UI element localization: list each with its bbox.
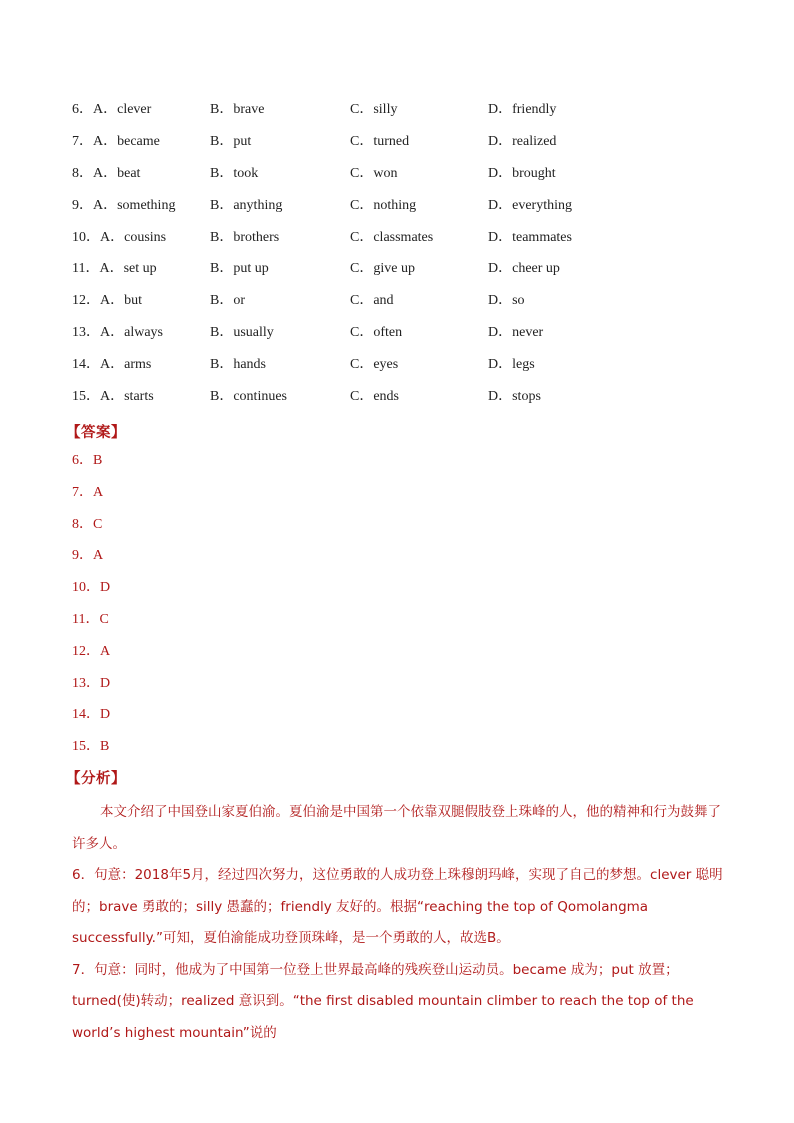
- question-number: 7．: [72, 133, 93, 149]
- option-c: C．won: [350, 165, 398, 181]
- option-d: D．stops: [488, 389, 541, 405]
- option-a: 15．A．starts: [72, 389, 154, 405]
- question-number: 13．: [72, 325, 100, 341]
- option-d: D．everything: [488, 197, 572, 213]
- option-b: B．brave: [210, 102, 265, 117]
- answer-item: 14．D: [72, 707, 111, 723]
- option-b: B．hands: [210, 357, 266, 373]
- option-a: 9．A．something: [72, 197, 176, 213]
- option-c: C．nothing: [350, 197, 417, 213]
- option-b: B．took: [210, 165, 259, 181]
- question-row: [72, 229, 732, 261]
- question-row: [72, 356, 732, 388]
- option-a: 7．A．became: [72, 133, 160, 149]
- option-d: D．never: [488, 325, 544, 341]
- question-row: [72, 260, 732, 292]
- question-row: [72, 165, 732, 197]
- option-d: D．friendly: [488, 102, 557, 117]
- option-b: B．or: [210, 293, 245, 309]
- question-number: 10．: [72, 229, 100, 245]
- answer-item: 13．D: [72, 675, 111, 691]
- option-d: D．realized: [488, 133, 557, 149]
- question-number: 6．: [72, 102, 93, 117]
- option-c: C．silly: [350, 102, 398, 117]
- answer-item: 15．B: [72, 739, 110, 755]
- answers-heading: 【答案】: [66, 425, 126, 441]
- option-b: B．put: [210, 133, 252, 149]
- option-b: B．put up: [210, 261, 269, 277]
- analysis-intro: 本文介绍了中国登山家夏伯渝。夏伯渝是中国第一个依靠双腿假肢登上珠峰的人，他的精神和行为鼓舞了许多人。: [72, 804, 721, 852]
- option-d: D．cheer up: [488, 261, 560, 277]
- answer-item: 10．D: [72, 580, 111, 596]
- option-b: B．brothers: [210, 229, 280, 245]
- option-c: C．and: [350, 293, 394, 309]
- option-c: C．often: [350, 325, 403, 341]
- option-a: 12．A．but: [72, 293, 142, 309]
- analysis-body: [72, 797, 724, 1049]
- question-row: [72, 197, 732, 229]
- option-c: C．give up: [350, 261, 415, 277]
- options-table: [72, 101, 732, 420]
- question-number: 14．: [72, 357, 100, 373]
- option-c: C．turned: [350, 133, 410, 149]
- question-row: [72, 388, 732, 420]
- option-d: D．legs: [488, 357, 535, 373]
- option-b: B．anything: [210, 197, 283, 213]
- answer-item: 12．A: [72, 643, 111, 659]
- option-a: 11．A．set up: [72, 261, 157, 277]
- question-row: [72, 292, 732, 324]
- question-number: 15．: [72, 389, 100, 405]
- option-b: B．usually: [210, 325, 274, 341]
- option-a: 10．A．cousins: [72, 229, 167, 245]
- option-b: B．continues: [210, 389, 287, 405]
- question-number: 11．: [72, 261, 100, 277]
- option-a: 8．A．beat: [72, 165, 141, 181]
- analysis-q6: 6．句意：2018年5月，经过四次努力，这位勇敢的人成功登上珠穆朗玛峰，实现了自己的梦想。clever 聪明的；brave 勇敢的；silly 愚蠢的；friendly 友好的。根据“reaching the top of Qomolangma successfully.”可知，夏伯渝能成功登顶珠峰，是一个勇敢的人，故选B。: [72, 867, 723, 946]
- question-number: 12．: [72, 293, 100, 309]
- answer-item: 8．C: [72, 516, 103, 532]
- option-c: C．ends: [350, 389, 399, 405]
- question-number: 8．: [72, 165, 93, 181]
- analysis-q7: 7．句意：同时，他成为了中国第一位登上世界最高峰的残疾登山运动员。became 成为；put 放置；turned(使)转动；realized 意识到。“the first disabled mountain climber to reach the top of the world’s highest mountain”说的: [72, 961, 694, 1041]
- option-c: C．eyes: [350, 357, 399, 373]
- answer-item: 11．C: [72, 611, 109, 627]
- question-row: [72, 133, 732, 165]
- option-d: D．brought: [488, 165, 556, 181]
- option-d: D．so: [488, 293, 525, 309]
- option-c: C．classmates: [350, 229, 434, 245]
- question-number: 9．: [72, 197, 93, 213]
- answer-item: 9．A: [72, 548, 104, 564]
- answer-item: 6．B: [72, 453, 103, 468]
- option-a: 14．A．arms: [72, 357, 152, 373]
- option-a: 6．A．clever: [72, 102, 152, 117]
- question-row: [72, 324, 732, 356]
- option-d: D．teammates: [488, 229, 572, 245]
- question-row: [72, 101, 732, 133]
- answer-item: 7．A: [72, 484, 104, 500]
- analysis-heading: 【分析】: [66, 771, 126, 787]
- option-a: 13．A．always: [72, 325, 163, 341]
- answers-list: [72, 452, 110, 770]
